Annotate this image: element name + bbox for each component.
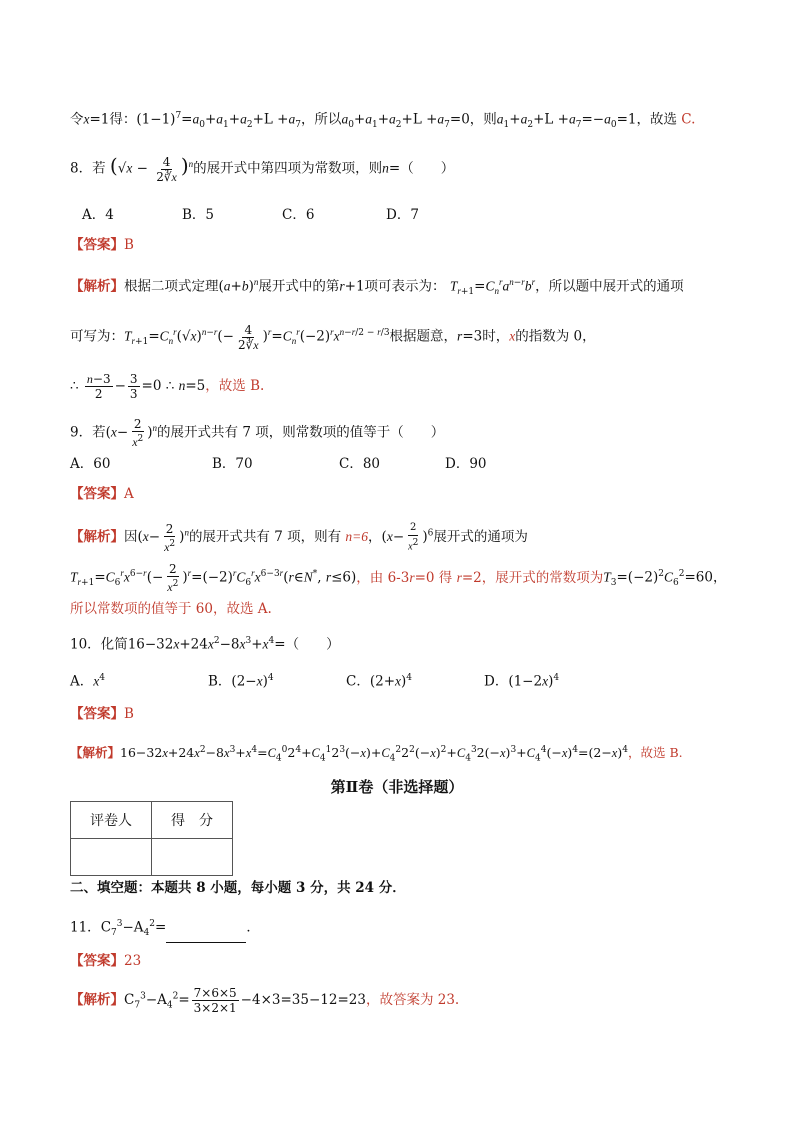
q8-option-d: D．7 (386, 207, 419, 223)
q9-analysis-line2: $T_{r+1}=C_6^rx^{6-r}(-$ $\frac{2}{x^2}$ )$^r=(-2)^rC_6^rx^{6-3r}(r\in N^*$, r≤6)，由 6-3r=0 得 r=2，展开式的常数项为$T_3=(-2)^2C_6^2=60$， (70, 562, 727, 594)
q9-option-b: B．70 (212, 456, 253, 472)
q9-options (70, 454, 734, 474)
score-header: 得 分 (152, 802, 233, 839)
q10-options (70, 668, 734, 692)
q10-answer: 【答案】B (70, 706, 134, 722)
q8-analysis-line1: 【解析】根据二项式定理$(a+b)^n$展开式中的第r+1项可表示为： $T_{r+1}=C_n^ra^{n-r}b^r$，所以题中展开式的通项 (70, 277, 684, 298)
q8-answer: 【答案】B (70, 237, 134, 253)
q10-option-d: D．$(1-2x)^4$ (484, 673, 560, 690)
q9-answer: 【答案】A (70, 486, 134, 502)
section-title: 第Ⅱ卷（非选择题） (330, 778, 464, 796)
score-cell (152, 839, 233, 876)
q9-analysis-line1: 【解析】因(x− $\frac{2}{x^2}$ )$^n$的展开式共有 7 项，则有 n=6，(x− $\frac{2}{x^2}$ )$^6$展开式的通项为 (70, 521, 528, 554)
section-heading: 二、填空题：本题共 8 小题，每小题 3 分，共 24 分． (70, 880, 406, 896)
score-table (70, 801, 233, 876)
question-9: 9．若(x− $\frac{2}{x^2}$ )$^n$的展开式共有 7 项，则常数项的值等于（ ） (70, 417, 445, 449)
q9-option-a: A．60 (70, 456, 111, 472)
q8-option-a: A．4 (82, 207, 114, 223)
q7-solution-tail: 令x=1得：$(1-1)^7=a_0+a_1+a_2+L +a_7$，所以$a_0+a_1+a_2+L +a_7=0$，则$a_1+a_2+L +a_7=-a_0=1$，故选 C. (70, 111, 696, 131)
q10-option-a: A．$x^4$ (70, 673, 105, 690)
q8-analysis-line2: 可写为：$T_{r+1}=C_n^r(√x)^{n-r}(-$ $\frac{4}{2∛x}$ )$^r=C_n^r(-2)^rx^{n-r/2 - r/3}$根据题意，r=3时，x的指数为 0， (70, 322, 596, 352)
q11-analysis: 【解析】$C_7^3-A_4^2=$ $\frac{7\times 6\times 5}{3\times 2\times 1}$ −4×3=35−12=23，故答案为 23. (70, 986, 460, 1015)
q8-option-c: C．6 (282, 207, 315, 223)
q10-analysis: 【解析】$16-32x+24x^2-8x^3+x^4=C_4^02^4+C_4^12^3(-x)+C_4^22^2(-x)^2+C_4^32(-x)^3+C_4^4(-x)^4=(2-x)^4$，故选 B. (70, 745, 683, 764)
q11-answer: 【答案】23 (70, 953, 142, 969)
q10-option-b: B．$(2-x)^4$ (208, 673, 274, 690)
q9-analysis-line3: 所以常数项的值等于 60，故选 A. (70, 601, 272, 617)
q9-option-d: D．90 (445, 456, 487, 472)
grader-header: 评卷人 (71, 802, 152, 839)
q10-option-c: C．$(2+x)^4$ (346, 673, 413, 690)
answer-blank (166, 928, 246, 943)
question-8: 8．若 (√x − $\frac{4}{2∛x}$ )$^n$的展开式中第四项为常数项，则n=（ ） (70, 153, 455, 184)
q8-options (82, 205, 734, 225)
q8-option-b: B．5 (182, 207, 215, 223)
grader-cell (71, 839, 152, 876)
q8-analysis-line3: ∴ $\frac{n-3}{2}$ − $\frac{3}{3}$ =0 ∴ n=5，故选 B. (70, 372, 265, 401)
q9-option-c: C．80 (339, 456, 381, 472)
question-11: 11．$C_7^3-A_4^2=$ ． (70, 914, 734, 943)
question-10: 10．化简$16-32x+24x^2-8x^3+x^4=$（ ） (70, 636, 340, 653)
